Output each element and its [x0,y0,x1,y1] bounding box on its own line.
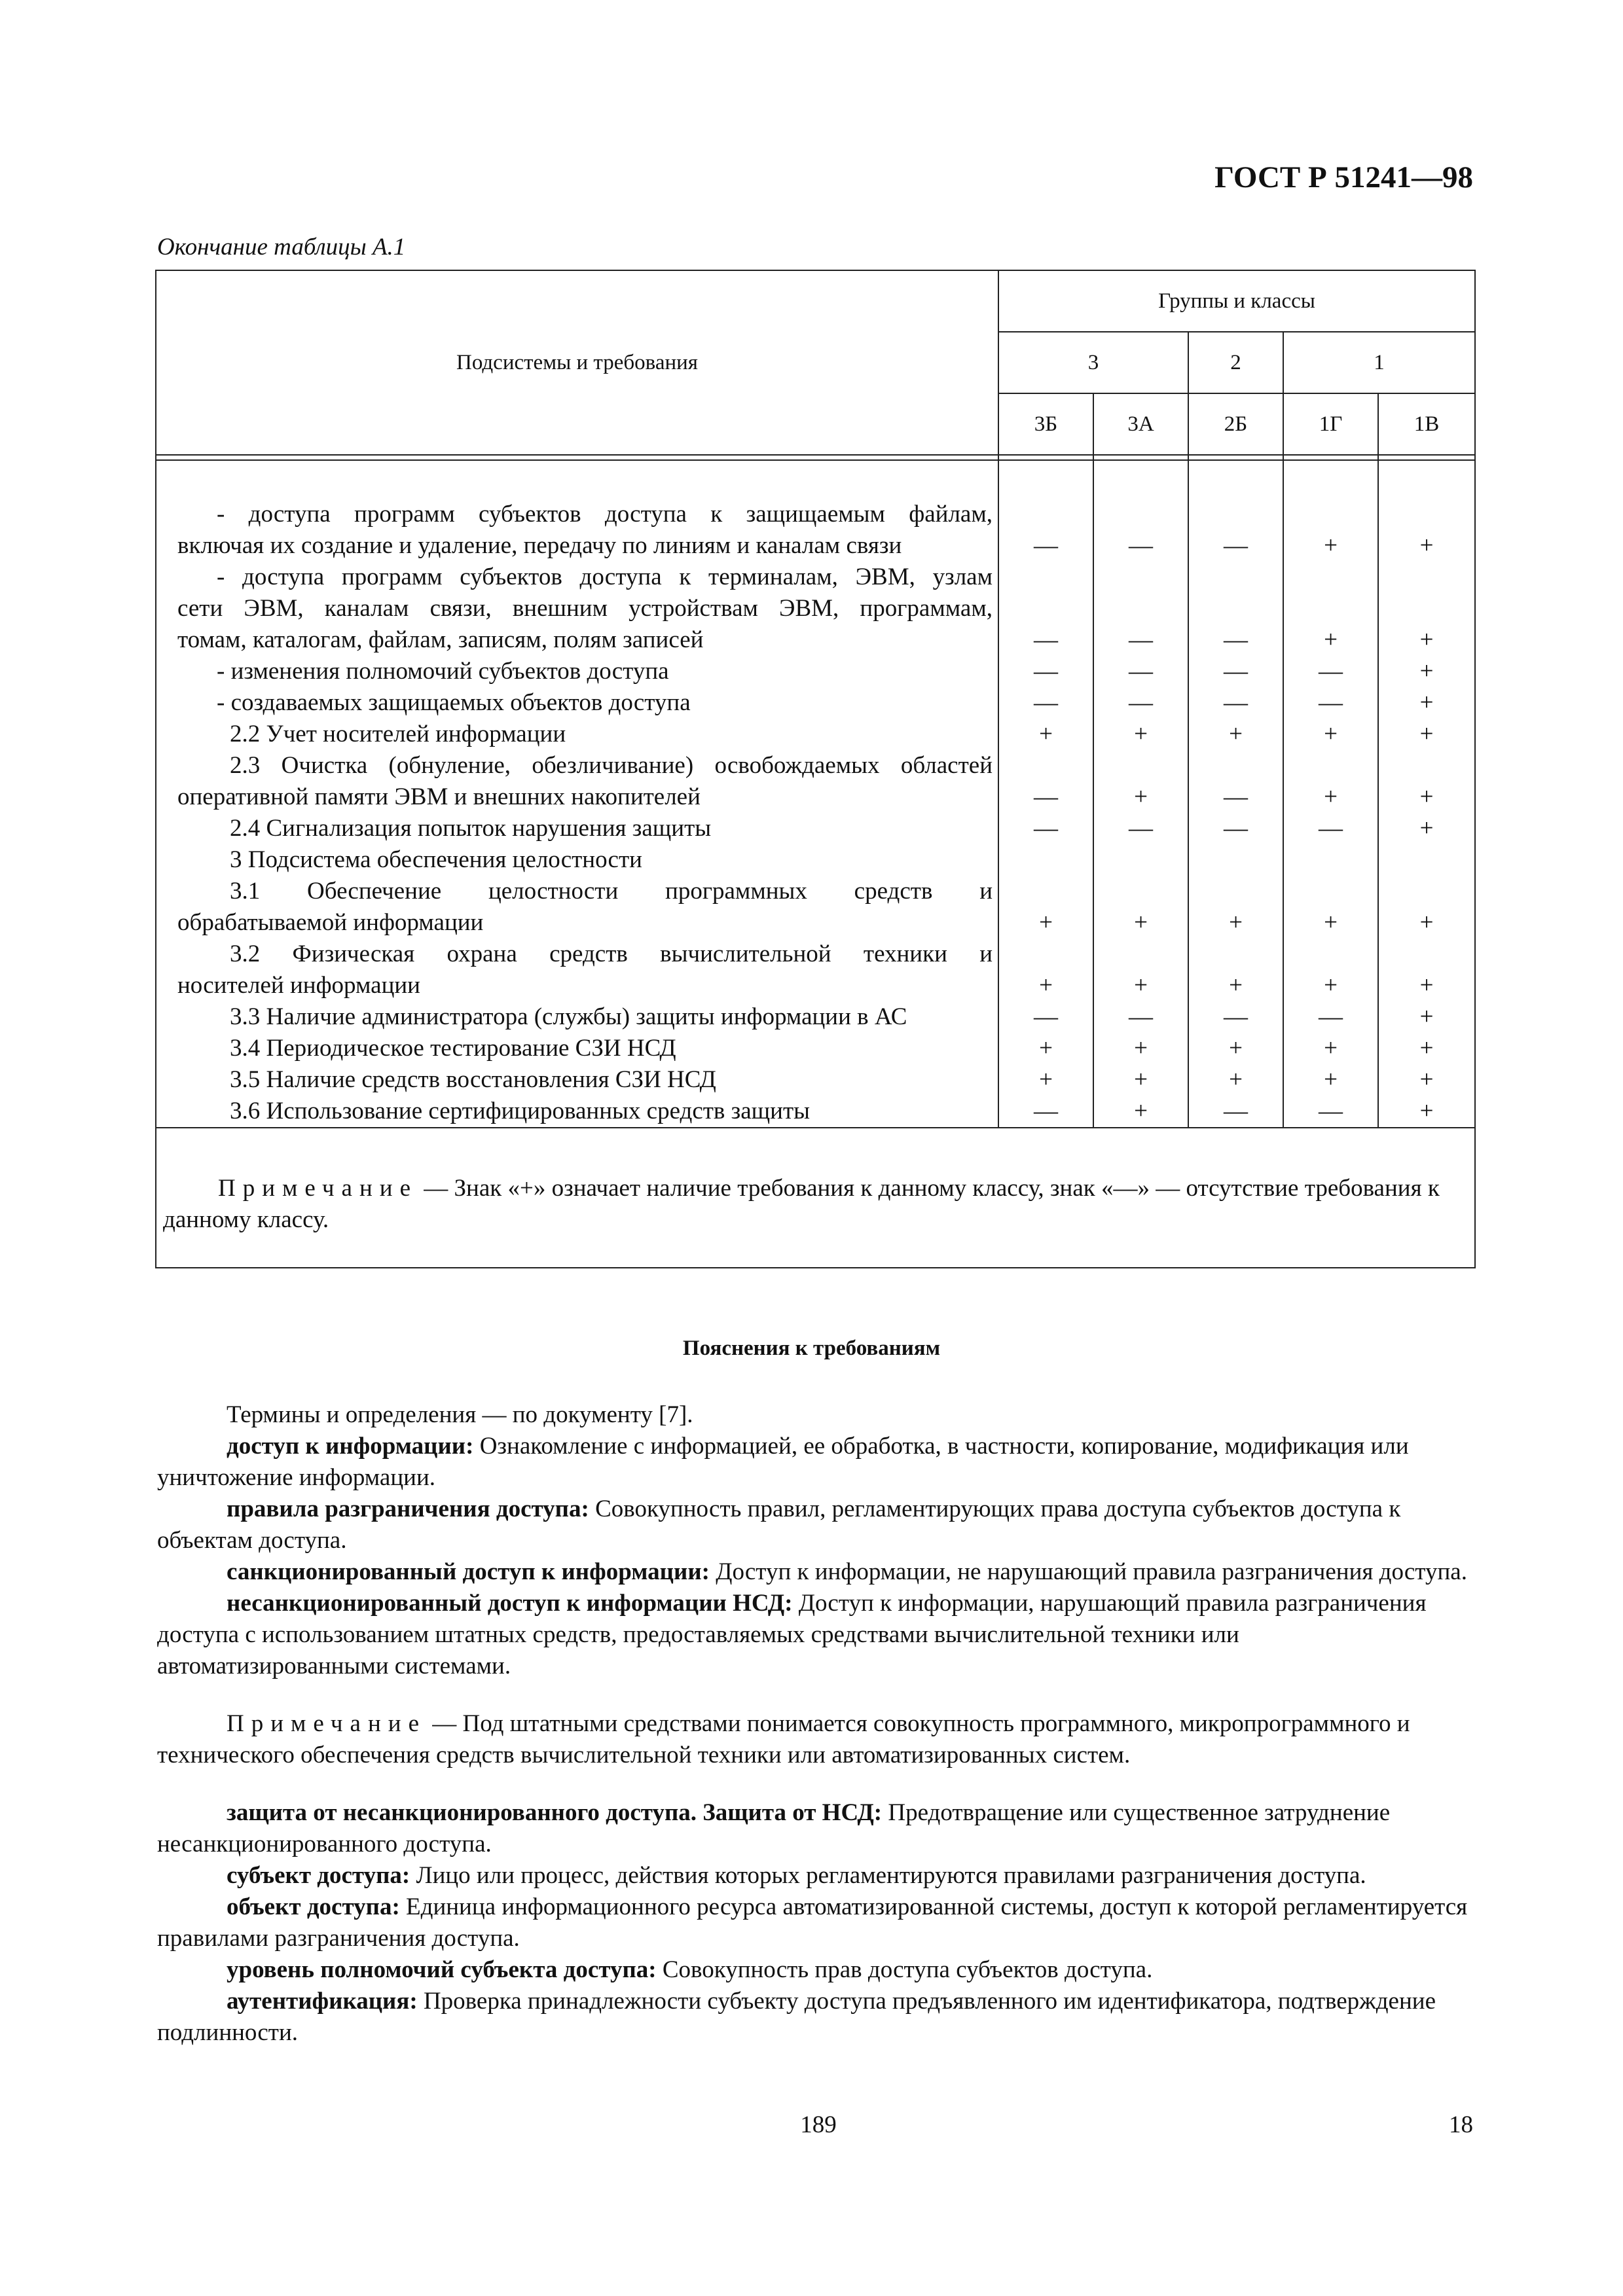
table-body [156,460,1475,1128]
table-row [177,844,993,876]
requirement-mark: + [1134,783,1148,810]
requirement-mark [1284,844,1377,876]
requirement-mark: + [1229,1066,1243,1093]
requirement-text: включая их создание и удаление, передачу по линиям и каналам связи [177,532,902,559]
requirement-text: 3.5 Наличие средств восстановления СЗИ НСД [230,1066,716,1093]
term-text: Предотвращение или существенное затруднение несанкционированного доступа. [157,1799,1391,1857]
class-1v: 1В [1378,393,1475,455]
requirement-mark: — [1129,626,1153,653]
note2-text: — Под штатными средствами понимается совокупность программного, микропрограммного и технического обеспечения средств вычислительной техники или автоматизированных систем. [157,1710,1410,1768]
requirement-mark: + [1039,721,1053,747]
term-definition [157,1797,1474,1860]
term-definition [157,1986,1474,2049]
table-row [177,876,993,939]
requirements-table [155,270,1476,1268]
table-row [177,750,993,813]
requirement-mark: — [1224,626,1248,653]
term-name: субъект доступа: [227,1862,410,1889]
requirement-mark: + [1419,1098,1434,1124]
requirement-text: - доступа программ субъектов доступа к защищаемым файлам, [217,501,993,528]
group-1: 1 [1283,332,1475,393]
term-text: Лицо или процесс, действия которых регламентируются правилами разграничения доступа. [410,1862,1366,1889]
requirement-mark: + [1419,721,1434,747]
requirement-mark: + [1419,626,1434,653]
requirement-mark: — [1319,1098,1343,1124]
requirement-mark: + [1134,721,1148,747]
requirement-mark: + [1419,658,1434,685]
requirement-mark: — [1034,783,1058,810]
requirement-mark: — [1224,689,1248,716]
requirement-text: обрабатываемой информации [177,909,484,936]
requirement-mark: — [1034,689,1058,716]
requirement-mark: + [1324,1035,1338,1062]
table-row [177,656,993,687]
table-row [177,1001,993,1033]
requirement-mark: — [1034,1003,1058,1030]
requirement-mark: + [1324,1066,1338,1093]
requirement-mark: — [1034,815,1058,842]
requirements-column [156,460,998,1128]
term-name: аутентификация: [227,1988,418,2015]
requirement-mark: — [1129,689,1153,716]
requirement-text: - изменения полномочий субъектов доступа [217,658,669,685]
requirement-text: 2.4 Сигнализация попыток нарушения защиты [230,815,712,842]
requirement-mark: + [1229,909,1243,936]
requirement-text: оперативной памяти ЭВМ и внешних накопителей [177,783,701,810]
requirement-text: 2.2 Учет носителей информации [230,721,566,747]
requirement-text: томам, каталогам, файлам, записям, полям записей [177,626,704,653]
requirement-mark: + [1229,1035,1243,1062]
requirement-mark: — [1224,815,1248,842]
term-definition [157,1588,1474,1682]
requirement-mark: + [1134,1035,1148,1062]
requirement-mark: + [1039,972,1053,999]
requirement-text: 3.4 Периодическое тестирование СЗИ НСД [230,1035,676,1062]
requirement-mark: — [1034,532,1058,559]
requirement-text: 2.3 Очистка (обнуление, обезличивание) освобождаемых областей [230,752,993,779]
term-name: защита от несанкционированного доступа. Защита от НСД: [227,1799,883,1826]
note-label: Примечание [218,1175,418,1202]
term-text: Доступ к информации, нарушающий правила разграничения доступа с использованием штатных средств, предоставляемых средствами вычислительной техники или автоматизированными системами. [157,1590,1427,1679]
term-name: правила разграничения доступа: [227,1496,589,1522]
group-2: 2 [1188,332,1283,393]
explanations-intro: Термины и определения — по документу [7]. [227,1401,693,1428]
page-number-right: 18 [1449,2111,1473,2138]
requirement-mark: + [1324,972,1338,999]
requirement-text: - создаваемых защищаемых объектов доступа [217,689,691,716]
requirement-mark: + [1039,1066,1053,1093]
table-row [177,1033,993,1064]
requirement-mark: — [1224,532,1248,559]
requirement-mark: + [1134,1066,1148,1093]
class-3a: 3А [1093,393,1188,455]
term-text: Совокупность правил, регламентирующих права доступа субъектов доступа к объектам доступа. [157,1496,1401,1554]
term-name: санкционированный доступ к информации: [227,1558,710,1585]
explanations-title: Пояснения к требованиям [682,1336,941,1360]
marks-column-2b [1188,460,1283,1128]
requirement-mark: — [1129,1003,1153,1030]
requirement-text: 3.3 Наличие администратора (службы) защиты информации в АС [230,1003,907,1030]
table-row [177,719,993,750]
term-name: доступ к информации: [227,1433,474,1460]
requirement-mark: + [1134,1098,1148,1124]
requirement-mark: + [1229,721,1243,747]
requirement-mark: + [1324,783,1338,810]
requirement-mark [1379,844,1474,876]
requirement-mark: + [1419,1003,1434,1030]
requirement-text: 3.2 Физическая охрана средств вычислительной техники и [230,941,993,967]
requirement-mark: + [1419,689,1434,716]
requirement-mark: + [1039,909,1053,936]
table-row [177,499,993,562]
requirement-text: 3 Подсистема обеспечения целостности [230,846,642,873]
header-requirements: Подсистемы и требования [156,270,998,455]
requirement-mark: + [1134,909,1148,936]
note2-label: Примечание [227,1710,426,1737]
requirement-mark: — [1129,532,1153,559]
term-name: несанкционированный доступ к информации НСД: [227,1590,793,1617]
page-number-center: 189 [800,2111,837,2138]
term-name: объект доступа: [227,1893,400,1920]
note2 [157,1708,1474,1771]
table-row [177,813,993,844]
table-note [156,1128,1475,1268]
table-row [177,562,993,656]
term-definition [157,1494,1474,1556]
table-row [177,687,993,719]
requirement-mark: + [1324,909,1338,936]
requirement-text: - доступа программ субъектов доступа к терминалам, ЭВМ, узлам [217,564,993,590]
requirement-text: носителей информации [177,972,420,999]
requirement-mark: — [1224,1003,1248,1030]
class-1g: 1Г [1283,393,1378,455]
standard-number: ГОСТ Р 51241—98 [1214,160,1473,194]
requirement-mark: + [1419,1035,1434,1062]
requirement-mark: — [1034,626,1058,653]
requirement-mark: — [1129,658,1153,685]
requirement-text: сети ЭВМ, каналам связи, внешним устройствам ЭВМ, программам, [177,595,993,622]
marks-column-3a [1093,460,1188,1128]
requirement-mark: + [1039,1035,1053,1062]
term-definition [157,1556,1474,1588]
marks-column-1v [1378,460,1475,1128]
class-3b: 3Б [998,393,1093,455]
table-row [177,1096,993,1127]
term-text: Совокупность прав доступа субъектов доступа. [656,1956,1153,1983]
requirement-mark: — [1319,658,1343,685]
requirement-mark: + [1419,972,1434,999]
term-definition [157,1892,1474,1954]
requirement-mark [1094,844,1188,876]
term-text: Ознакомление с информацией, ее обработка, в частности, копирование, модификация или уничтожение информации. [157,1433,1409,1491]
term-definition [157,1431,1474,1494]
requirement-mark: + [1324,626,1338,653]
marks-column-1g [1283,460,1378,1128]
note-text: — Знак «+» означает наличие требования к данному классу, знак «—» — отсутствие требования к данному классу. [163,1175,1440,1233]
requirement-mark: + [1419,532,1434,559]
requirement-mark: — [1224,658,1248,685]
table-row [177,1064,993,1096]
term-text: Доступ к информации, не нарушающий правила разграничения доступа. [709,1558,1467,1585]
requirement-mark: — [1224,1098,1248,1124]
marks-column-3b [998,460,1093,1128]
requirement-mark [1189,844,1283,876]
explanations-body [157,1399,1474,2049]
requirement-mark: + [1419,783,1434,810]
group-3: 3 [998,332,1188,393]
requirement-mark [999,844,1093,876]
requirement-mark: — [1319,815,1343,842]
requirement-mark: — [1319,689,1343,716]
term-text: Проверка принадлежности субъекту доступа предъявленного им идентификатора, подтверждение подлинности. [157,1988,1436,2046]
table-row [177,939,993,1001]
requirement-mark: — [1034,1098,1058,1124]
term-definition [157,1860,1474,1892]
requirement-text: 3.1 Обеспечение целостности программных средств и [230,878,993,905]
requirement-mark: — [1034,658,1058,685]
requirement-mark: + [1324,721,1338,747]
requirement-mark: + [1324,532,1338,559]
requirement-mark: — [1224,783,1248,810]
requirement-mark: + [1419,909,1434,936]
requirement-mark: + [1419,815,1434,842]
requirement-mark: + [1229,972,1243,999]
requirement-mark: + [1134,972,1148,999]
header-groups: Группы и классы [998,270,1475,332]
table-caption: Окончание таблицы А.1 [157,234,406,260]
requirement-text: 3.6 Использование сертифицированных средств защиты [230,1098,810,1124]
requirement-mark: — [1129,815,1153,842]
term-definition [157,1954,1474,1986]
requirement-mark: + [1419,1066,1434,1093]
class-2b: 2Б [1188,393,1283,455]
term-text: Единица информационного ресурса автоматизированной системы, доступ к которой регламентируется правилами разграничения доступа. [157,1893,1468,1952]
term-name: уровень полномочий субъекта доступа: [227,1956,657,1983]
requirement-mark: — [1319,1003,1343,1030]
